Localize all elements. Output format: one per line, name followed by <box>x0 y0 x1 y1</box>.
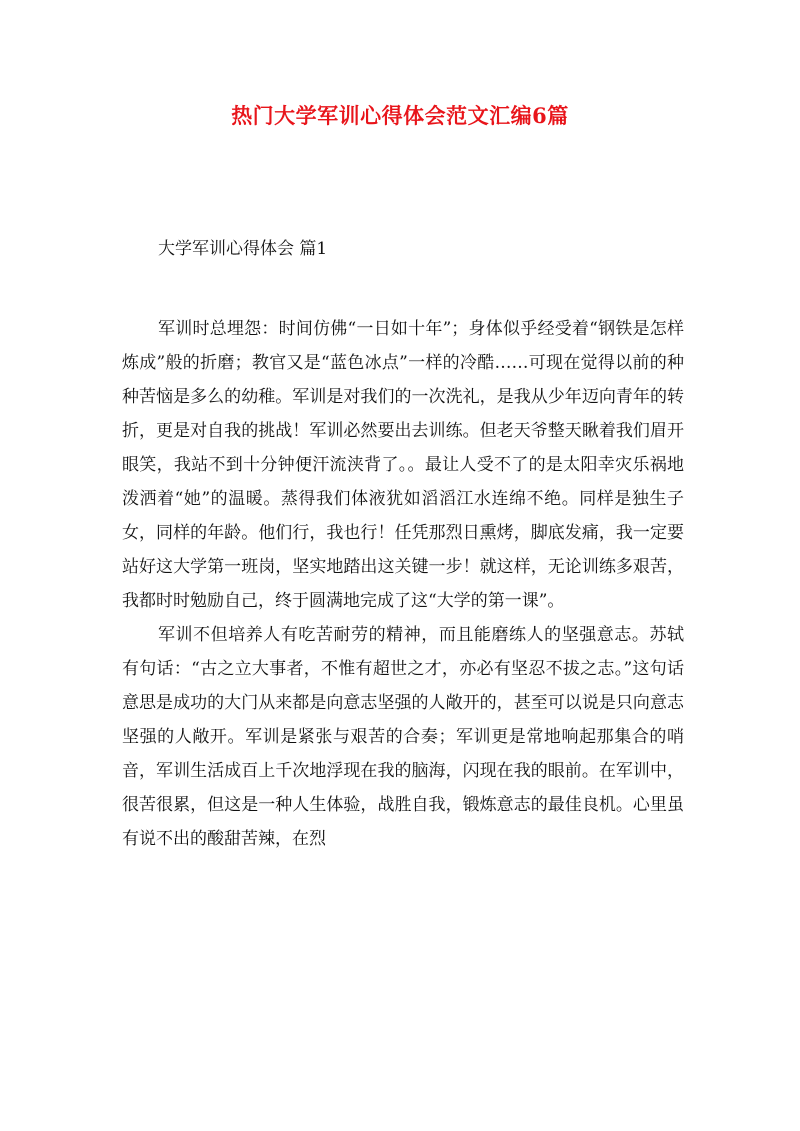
document-title: 热门大学军训心得体会范文汇编6篇 <box>231 103 569 128</box>
section-heading: 大学军训心得体会 篇1 <box>158 239 328 259</box>
paragraph-2: 军训不但培养人有吃苦耐劳的精神，而且能磨练人的坚强意志。苏轼有句话：“古之立大事者，不惟有超世之才，亦必有坚忍不拔之志。”这句话意思是成功的大门从来都是向意志坚强的人敞开的，甚至可以说是只向意志坚强的人敞开。军训是紧张与艰苦的合奏；军训更是常地响起那集合的哨音，军训生活成百上千次地浮现在我的脑海，闪现在我的眼前。在军训中，很苦很累，但这是一种人生体验，战胜自我，锻炼意志的最佳良机。心里虽有说不出的酸甜苦辣，在烈 <box>122 625 684 849</box>
body-text <box>122 312 684 856</box>
paragraph-1: 军训时总埋怨：时间仿佛“一日如十年”；身体似乎经受着“钢铁是怎样炼成”般的折磨；教官又是“蓝色冰点”一样的冷酷……可现在觉得以前的种种苦恼是多么的幼稚。军训是对我们的一次洗礼，是我从少年迈向青年的转折，更是对自我的挑战！军训必然要出去训练。但老天爷整天瞅着我们眉开眼笑，我站不到十分钟便汗流浃背了。。最让人受不了的是太阳幸灾乐祸地泼洒着“她”的温暖。蒸得我们体液犹如滔滔江水连绵不绝。同样是独生子女，同样的年龄。他们行，我也行！任凭那烈日熏烤，脚底发痛，我一定要站好这大学第一班岗，坚实地踏出这关键一步！就这样，无论训练多艰苦，我都时时勉励自己，终于圆满地完成了这“大学的第一课”。 <box>122 319 684 611</box>
